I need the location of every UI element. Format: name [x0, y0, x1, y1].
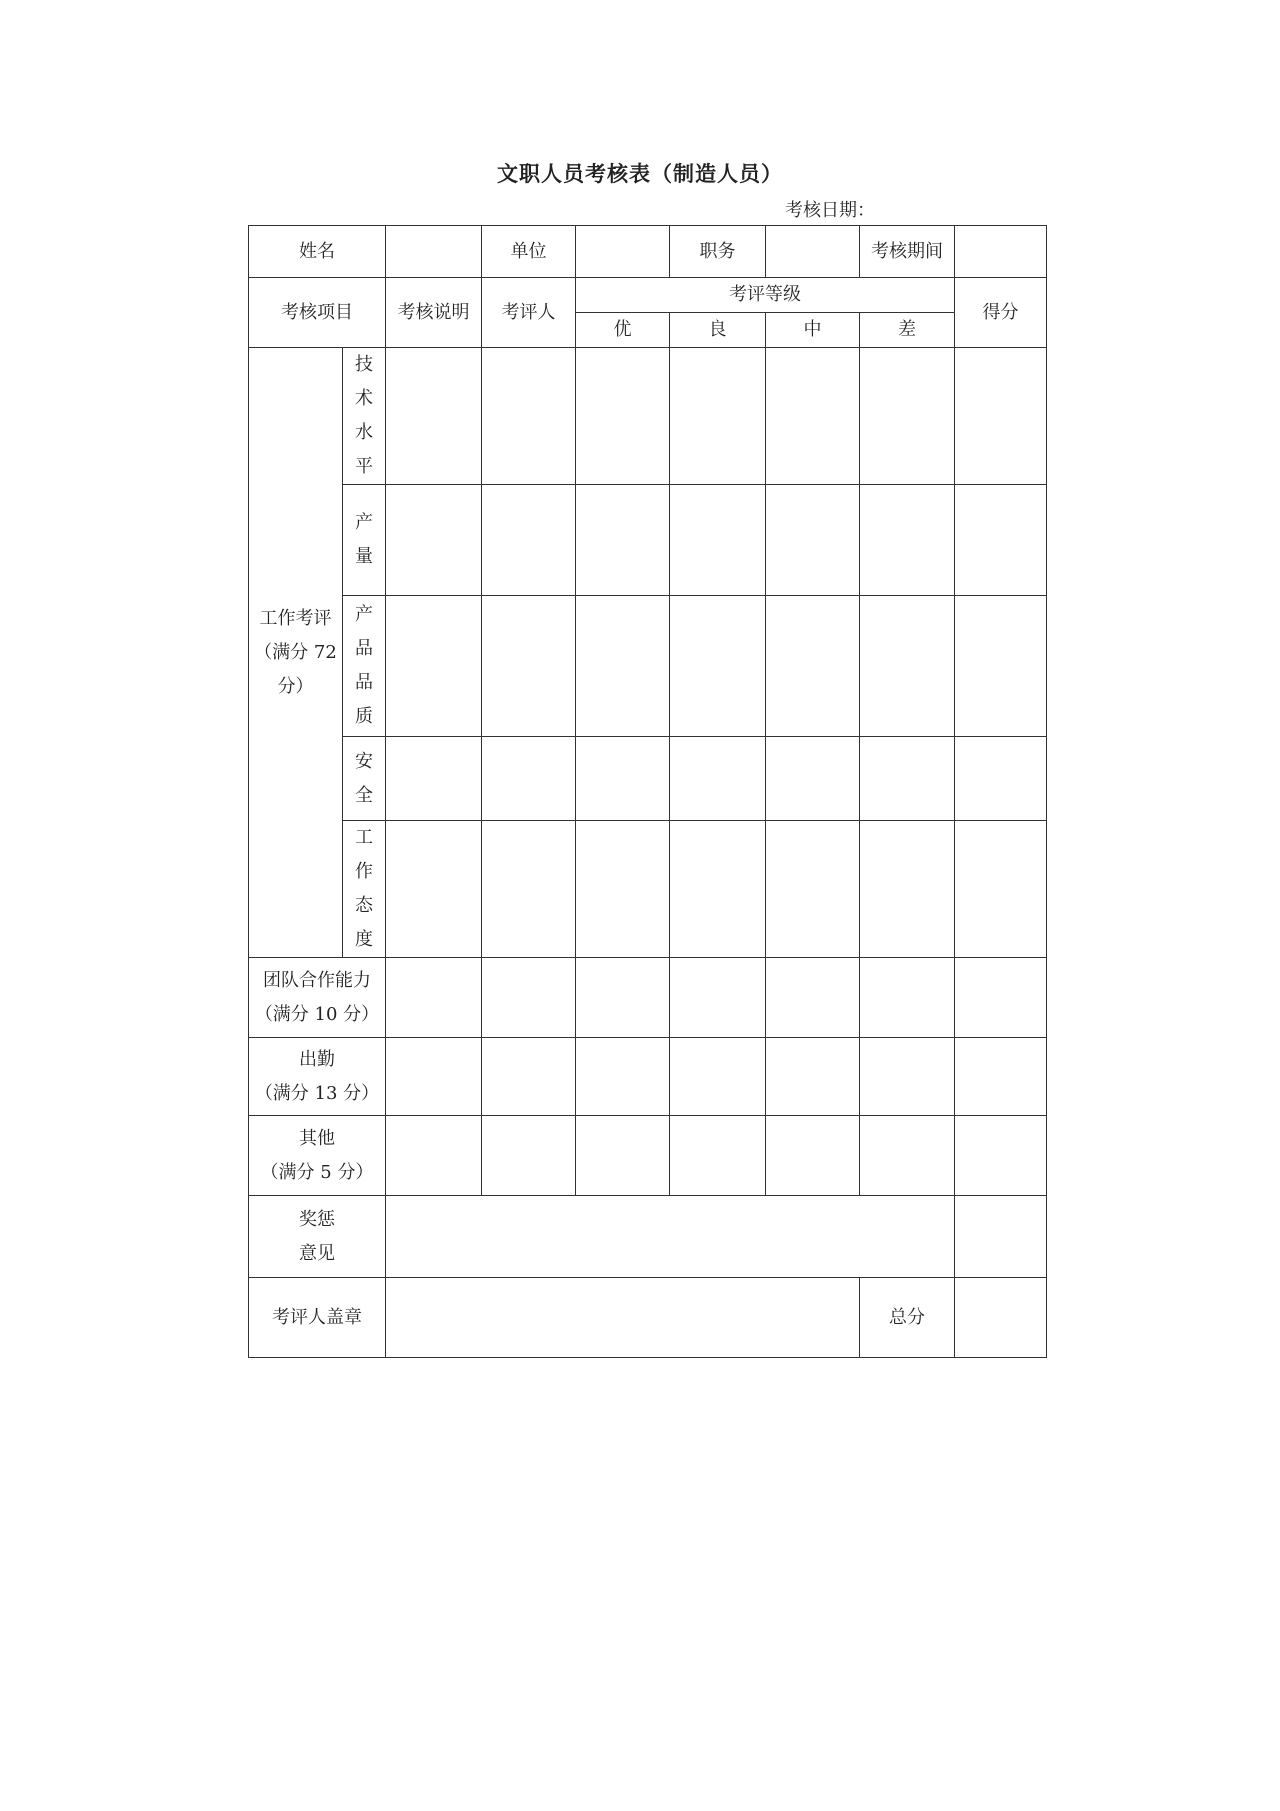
cell[interactable]	[576, 1116, 670, 1196]
cell[interactable]	[576, 1038, 670, 1116]
unit-label: 单位	[482, 226, 576, 278]
cell[interactable]	[860, 737, 955, 821]
sub-item-output	[343, 485, 386, 596]
cell[interactable]	[766, 1116, 860, 1196]
name-field[interactable]	[386, 226, 482, 278]
cell[interactable]	[386, 821, 482, 958]
table-row	[249, 1116, 1047, 1196]
cell[interactable]	[670, 348, 766, 485]
sub-item-quality-label: 产品品质	[355, 604, 373, 727]
cell[interactable]	[482, 1116, 576, 1196]
cell[interactable]	[482, 348, 576, 485]
cell[interactable]	[955, 596, 1047, 737]
cell[interactable]	[955, 485, 1047, 596]
cell[interactable]	[576, 737, 670, 821]
cell[interactable]	[860, 1038, 955, 1116]
table-row	[249, 958, 1047, 1038]
teamwork-label-line1: 团队合作能力	[263, 969, 371, 991]
cell[interactable]	[386, 485, 482, 596]
table-row	[249, 596, 1047, 737]
cell[interactable]	[860, 348, 955, 485]
sub-item-safety	[343, 737, 386, 821]
grade-excellent-header: 优	[576, 313, 670, 348]
cell[interactable]	[860, 596, 955, 737]
score-header: 得分	[955, 278, 1047, 348]
work-eval-label-line1: 工作考评	[259, 607, 332, 629]
cell[interactable]	[766, 821, 860, 958]
cell[interactable]	[576, 958, 670, 1038]
cell[interactable]	[482, 958, 576, 1038]
cell[interactable]	[386, 348, 482, 485]
period-field[interactable]	[955, 226, 1047, 278]
sub-item-quality	[343, 596, 386, 737]
cell[interactable]	[482, 485, 576, 596]
stamp-label: 考评人盖章	[249, 1278, 386, 1358]
reward-score-field[interactable]	[955, 1196, 1047, 1278]
cell[interactable]	[386, 1038, 482, 1116]
evaluator-header: 考评人	[482, 278, 576, 348]
cell[interactable]	[670, 596, 766, 737]
cell[interactable]	[670, 737, 766, 821]
work-eval-label	[249, 348, 343, 958]
document-title: 文职人员考核表（制造人员）	[497, 162, 783, 186]
work-eval-label-line3: 分）	[277, 675, 314, 697]
cell[interactable]	[766, 348, 860, 485]
table-row	[249, 1196, 1047, 1278]
cell[interactable]	[386, 958, 482, 1038]
cell[interactable]	[860, 485, 955, 596]
reward-label	[249, 1196, 386, 1278]
sub-item-tech	[343, 348, 386, 485]
grade-poor-header: 差	[860, 313, 955, 348]
table-row	[249, 485, 1047, 596]
cell[interactable]	[955, 821, 1047, 958]
date-label: 考核日期：	[785, 200, 875, 221]
reward-opinion-field[interactable]	[386, 1196, 955, 1278]
table-row	[249, 737, 1047, 821]
cell[interactable]	[860, 1116, 955, 1196]
sub-item-attitude	[343, 821, 386, 958]
teamwork-label-line2: （满分 10 分）	[254, 1003, 380, 1025]
reward-label-line1: 奖惩	[299, 1208, 335, 1230]
cell[interactable]	[670, 485, 766, 596]
stamp-field[interactable]	[386, 1278, 860, 1358]
attendance-label-line1: 出勤	[299, 1048, 335, 1070]
cell[interactable]	[766, 737, 860, 821]
cell[interactable]	[766, 596, 860, 737]
cell[interactable]	[576, 821, 670, 958]
cell[interactable]	[955, 1116, 1047, 1196]
sub-item-tech-label: 技术水平	[355, 354, 373, 477]
cell[interactable]	[670, 958, 766, 1038]
cell[interactable]	[955, 737, 1047, 821]
grade-group-header: 考评等级	[576, 278, 955, 313]
sub-item-attitude-label: 工作态度	[355, 827, 373, 950]
evaluation-form-table	[248, 225, 1047, 1358]
cell[interactable]	[576, 348, 670, 485]
work-eval-label-line2: （满分 72	[254, 641, 337, 663]
info-row	[249, 226, 1047, 278]
cell[interactable]	[482, 737, 576, 821]
attendance-label	[249, 1038, 386, 1116]
cell[interactable]	[576, 596, 670, 737]
description-header: 考核说明	[386, 278, 482, 348]
other-label-line2: （满分 5 分）	[260, 1161, 374, 1183]
cell[interactable]	[670, 821, 766, 958]
cell[interactable]	[955, 958, 1047, 1038]
position-label: 职务	[670, 226, 766, 278]
cell[interactable]	[766, 958, 860, 1038]
period-label: 考核期间	[860, 226, 955, 278]
other-label	[249, 1116, 386, 1196]
grade-average-header: 中	[766, 313, 860, 348]
cell[interactable]	[386, 596, 482, 737]
table-row	[249, 348, 1047, 485]
attendance-label-line2: （满分 13 分）	[254, 1082, 380, 1104]
cell[interactable]	[955, 348, 1047, 485]
cell[interactable]	[482, 1038, 576, 1116]
cell[interactable]	[386, 737, 482, 821]
cell[interactable]	[955, 1038, 1047, 1116]
cell[interactable]	[386, 1116, 482, 1196]
table-row	[249, 1038, 1047, 1116]
cell[interactable]	[670, 1038, 766, 1116]
sub-item-safety-label: 安全	[355, 750, 373, 806]
header-row-1	[249, 278, 1047, 313]
cell[interactable]	[860, 958, 955, 1038]
cell[interactable]	[766, 485, 860, 596]
item-header: 考核项目	[249, 278, 386, 348]
sub-item-output-label: 产量	[355, 512, 373, 567]
unit-field[interactable]	[576, 226, 670, 278]
grade-good-header: 良	[670, 313, 766, 348]
reward-label-line2: 意见	[299, 1242, 335, 1264]
footer-row	[249, 1278, 1047, 1358]
total-field[interactable]	[955, 1278, 1047, 1358]
cell[interactable]	[670, 1116, 766, 1196]
cell[interactable]	[860, 821, 955, 958]
position-field[interactable]	[766, 226, 860, 278]
table-row	[249, 821, 1047, 958]
name-label: 姓名	[249, 226, 386, 278]
total-label: 总分	[860, 1278, 955, 1358]
cell[interactable]	[576, 485, 670, 596]
cell[interactable]	[482, 821, 576, 958]
teamwork-label	[249, 958, 386, 1038]
other-label-line1: 其他	[299, 1127, 335, 1149]
cell[interactable]	[482, 596, 576, 737]
cell[interactable]	[766, 1038, 860, 1116]
